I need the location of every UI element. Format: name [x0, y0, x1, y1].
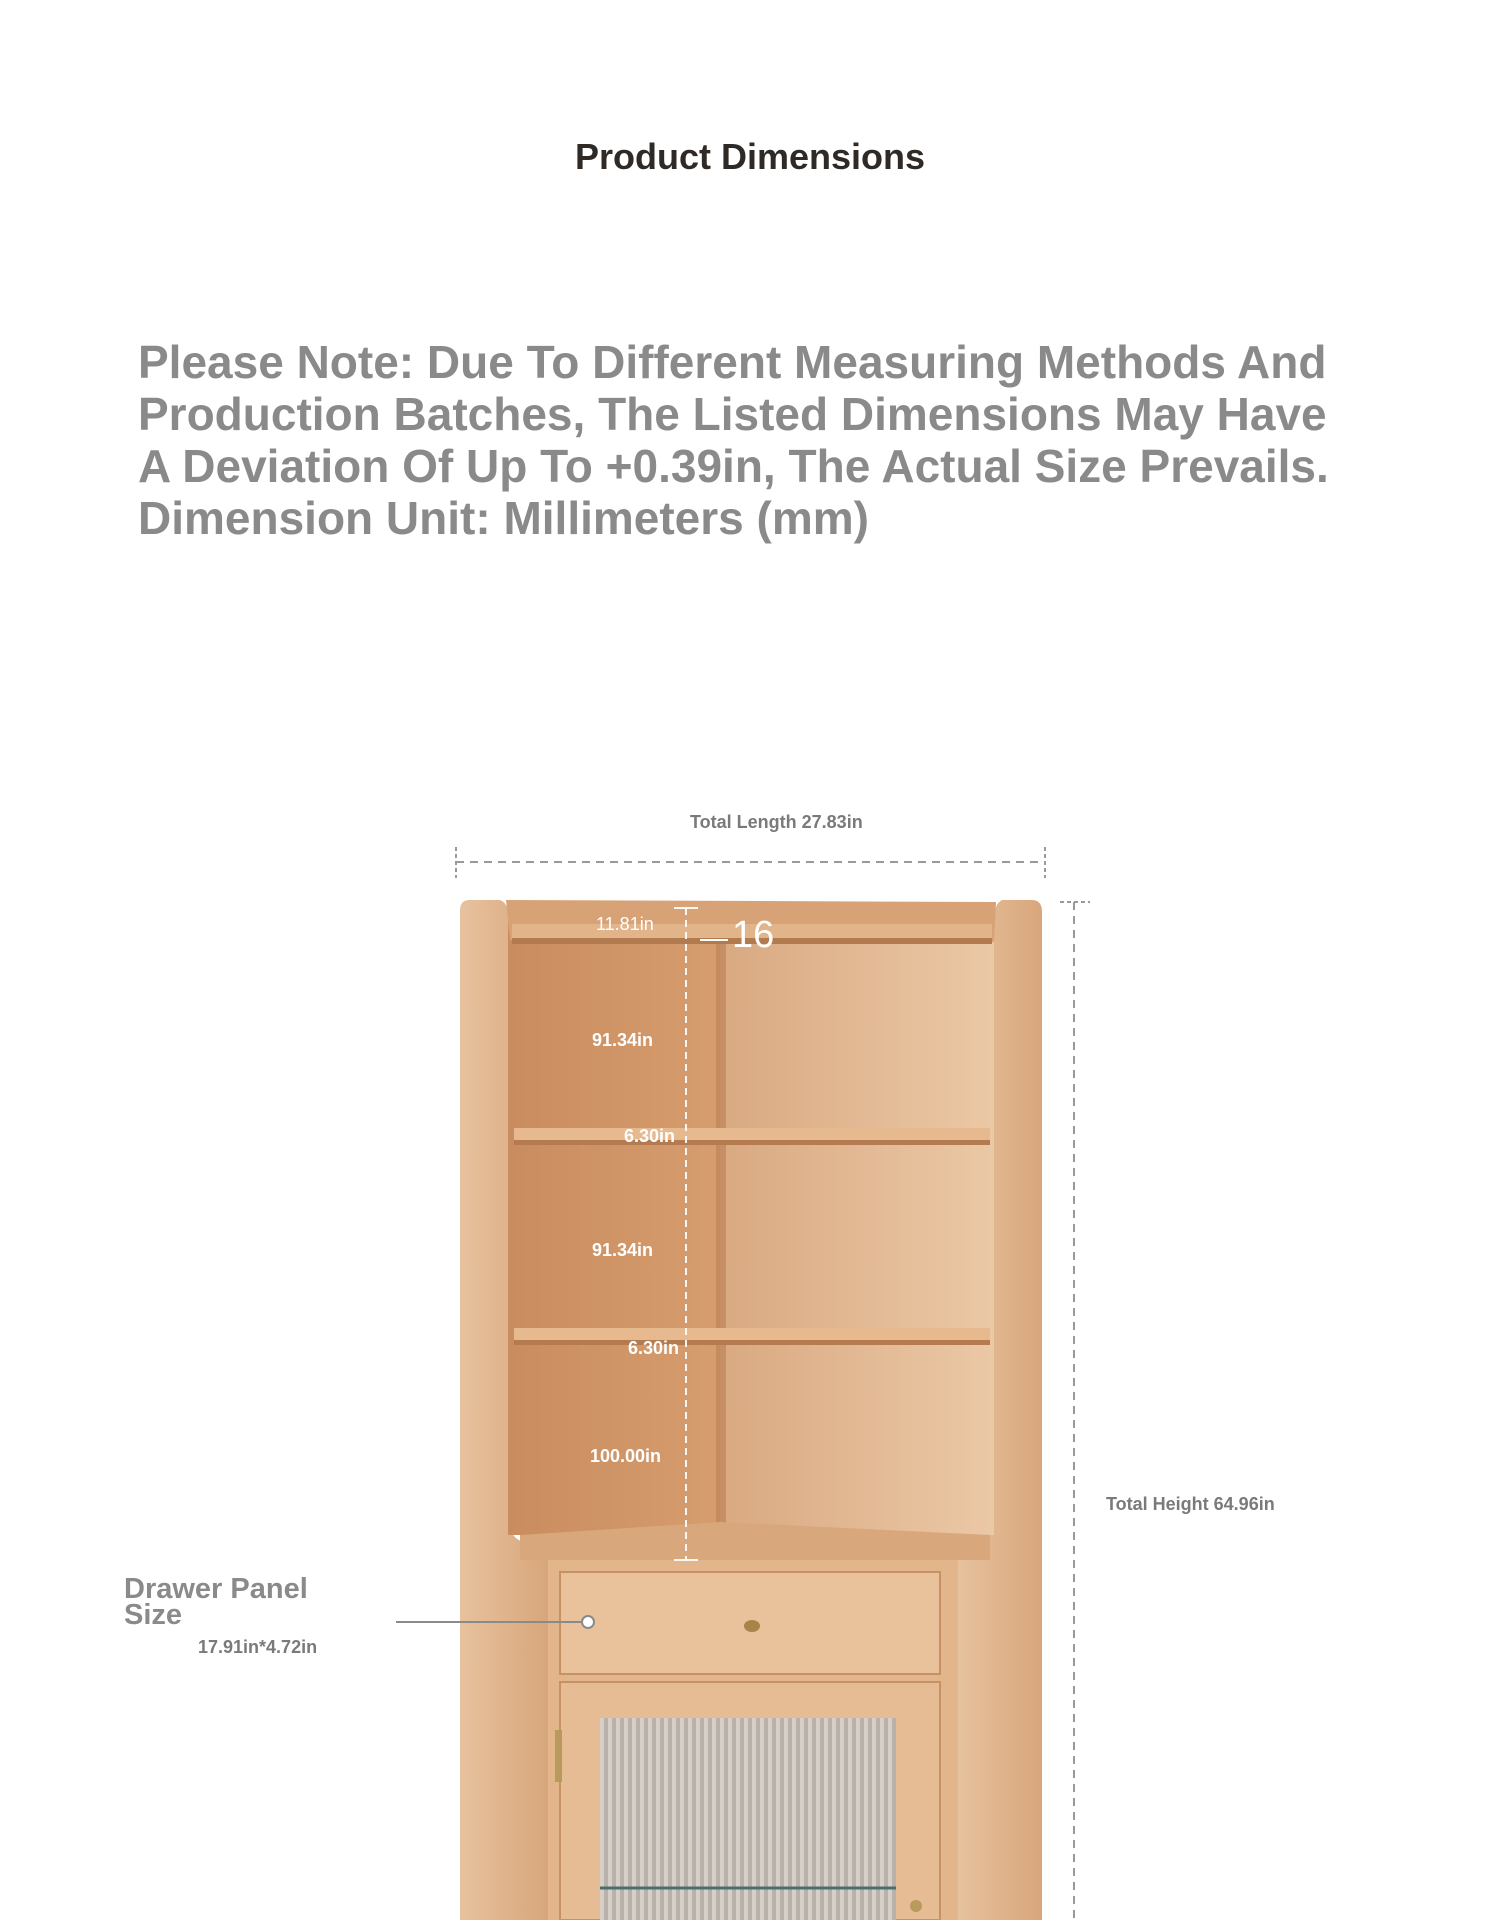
shelf1-height-label: 91.34in — [592, 1030, 654, 1050]
note-line: Dimension Unit: Millimeters (mm) — [138, 492, 869, 544]
total-length-label: Total Length 27.83in — [690, 812, 863, 832]
drawer-title-line: Drawer Panel — [124, 1573, 308, 1605]
page-title: Product Dimensions — [574, 136, 926, 177]
door-knob — [910, 1900, 922, 1912]
shelf-thickness-label-1: 6.30in — [624, 1126, 676, 1146]
drawer-knob — [744, 1620, 760, 1632]
top-mark-label: 16 — [732, 914, 775, 956]
total-height-label: Total Height 64.96in — [1106, 1494, 1275, 1514]
drawer-title-line: Size — [124, 1599, 183, 1631]
ribbed-glass-panel — [600, 1718, 896, 1920]
note-line: Production Batches, The Listed Dimensions May Have — [138, 388, 1327, 440]
shelf2-height-label: 91.34in — [592, 1240, 654, 1260]
note-line: Please Note: Due To Different Measuring Methods And — [138, 336, 1327, 388]
drawer-size-label: 17.91in*4.72in — [198, 1637, 318, 1657]
drawer-panel-title — [124, 1573, 308, 1631]
note-line: A Deviation Of Up To +0.39in, The Actual Size Prevails. — [138, 440, 1329, 492]
shelf-thickness-label-2: 6.30in — [628, 1338, 680, 1358]
top-gap-label: 11.81in — [596, 914, 654, 934]
shelf3-height-label: 100.00in — [590, 1446, 662, 1466]
